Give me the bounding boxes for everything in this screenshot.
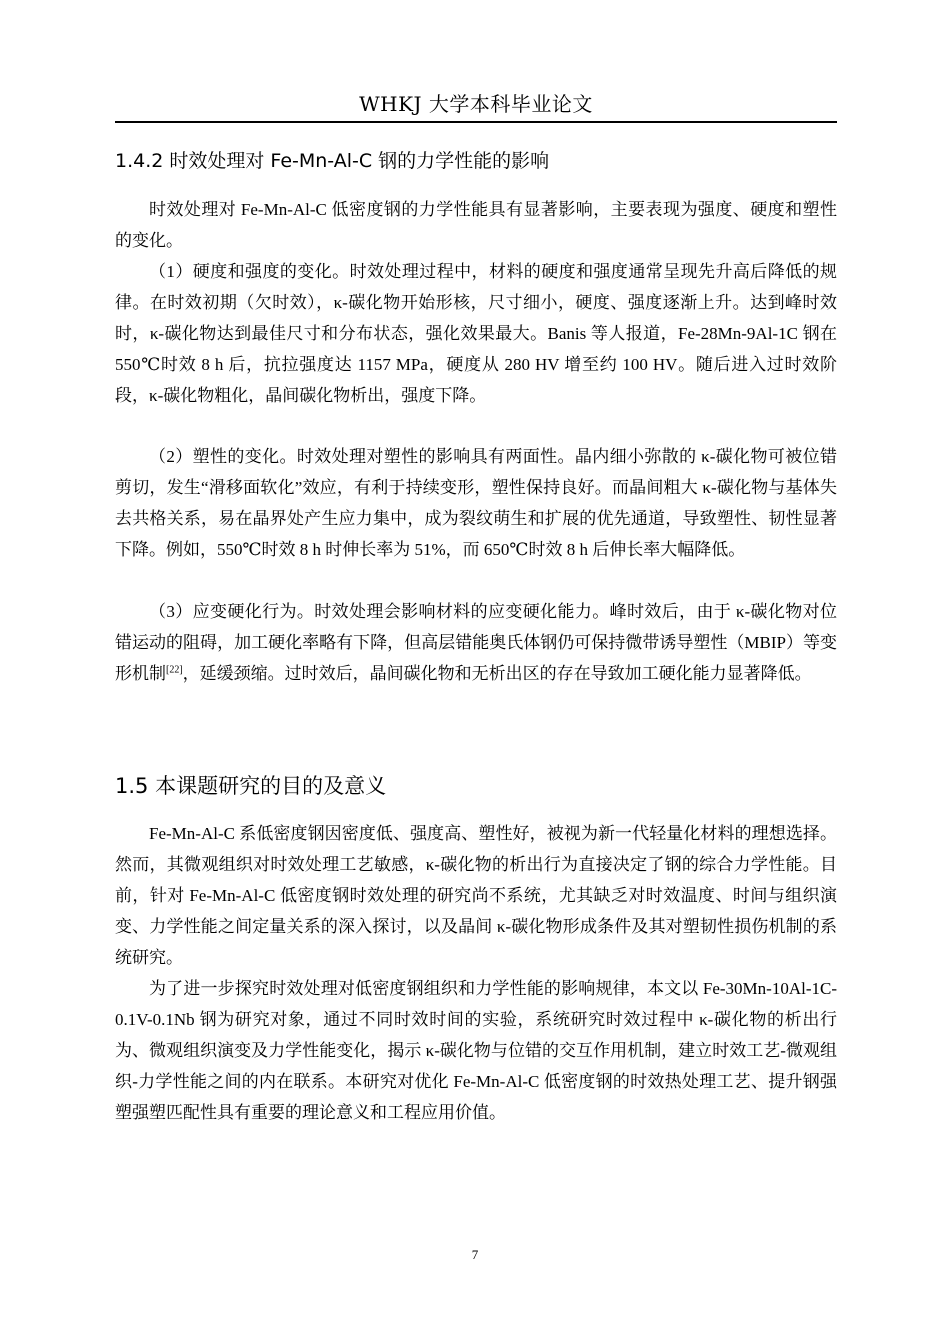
paragraph-intro: 时效处理对 Fe-Mn-Al-C 低密度钢的力学性能具有显著影响，主要表现为强度、硬度和塑性的变化。	[115, 200, 837, 250]
paragraph-plasticity: （2）塑性的变化。时效处理对塑性的影响具有两面性。晶内细小弥散的 κ-碳化物可被位错剪切，发生“滑移面软化”效应，有利于持续变形，塑性保持良好。而晶间粗大 κ-碳化物与基体失去共格关系，易在晶界处产生应力集中，成为裂纹萌生和扩展的优先通道，导致塑性、韧性显著下降。例如，550℃时效 8 h 时伸长率为 51%，而 650℃时效 8 h 后伸长率大幅降低。	[115, 447, 837, 559]
paragraph-purpose: Fe-Mn-Al-C 系低密度钢因密度低、强度高、塑性好，被视为新一代轻量化材料的理想选择。然而，其微观组织对时效处理工艺敏感，κ-碳化物的析出行为直接决定了钢的综合力学性能。目前，针对 Fe-Mn-Al-C 低密度钢时效处理的研究尚不系统，尤其缺乏对时效温度、时间与组织演变、力学性能之间定量关系的深入探讨，以及晶间 κ-碳化物形成条件及其对塑韧性损伤机制的系统研究。	[115, 824, 837, 967]
section-heading-1-5: 1.5 本课题研究的目的及意义	[115, 774, 387, 798]
header-divider	[115, 121, 837, 123]
citation-ref: [22]	[166, 664, 183, 676]
running-header: WHKJ 大学本科毕业论文	[359, 92, 593, 116]
paragraph-strain-hardening	[115, 596, 837, 689]
page-number: 7	[471, 1247, 479, 1262]
section-heading-1-4-2: 1.4.2 时效处理对 Fe-Mn-Al-C 钢的力学性能的影响	[115, 150, 550, 172]
paragraph-significance: 为了进一步探究时效处理对低密度钢组织和力学性能的影响规律，本文以 Fe-30Mn-10Al-1C-0.1V-0.1Nb 钢为研究对象，通过不同时效时间的实验，系统研究时效过程中 κ-碳化物的析出行为、微观组织演变及力学性能变化，揭示 κ-碳化物与位错的交互作用机制，建立时效工艺-微观组织-力学性能之间的内在联系。本研究对优化 Fe-Mn-Al-C 低密度钢的时效热处理工艺、提升钢强塑强塑匹配性具有重要的理论意义和工程应用价值。	[115, 979, 837, 1122]
paragraph-hardness-strength: （1）硬度和强度的变化。时效处理过程中，材料的硬度和强度通常呈现先升高后降低的规律。在时效初期（欠时效），κ-碳化物开始形核，尺寸细小，硬度、强度逐渐上升。达到峰时效时，κ-碳化物达到最佳尺寸和分布状态，强化效果最大。Banis 等人报道，Fe-28Mn-9Al-1C 钢在 550℃时效 8 h 后，抗拉强度达 1157 MPa，硬度从 280 HV 增至约 100 HV。随后进入过时效阶段，κ-碳化物粗化，晶间碳化物析出，强度下降。	[115, 262, 837, 405]
paragraph-text: ，延缓颈缩。过时效后，晶间碳化物和无析出区的存在导致加工硬化能力显著降低。	[182, 664, 812, 683]
paragraph-text: （3）应变硬化行为。时效处理会影响材料的应变硬化能力。峰时效后，由于 κ-碳化物对位错运动的阻碍，加工硬化率略有下降，但高层错能奥氏体钢仍可保持微带诱导塑性（MBIP）等变形机制	[115, 602, 837, 683]
